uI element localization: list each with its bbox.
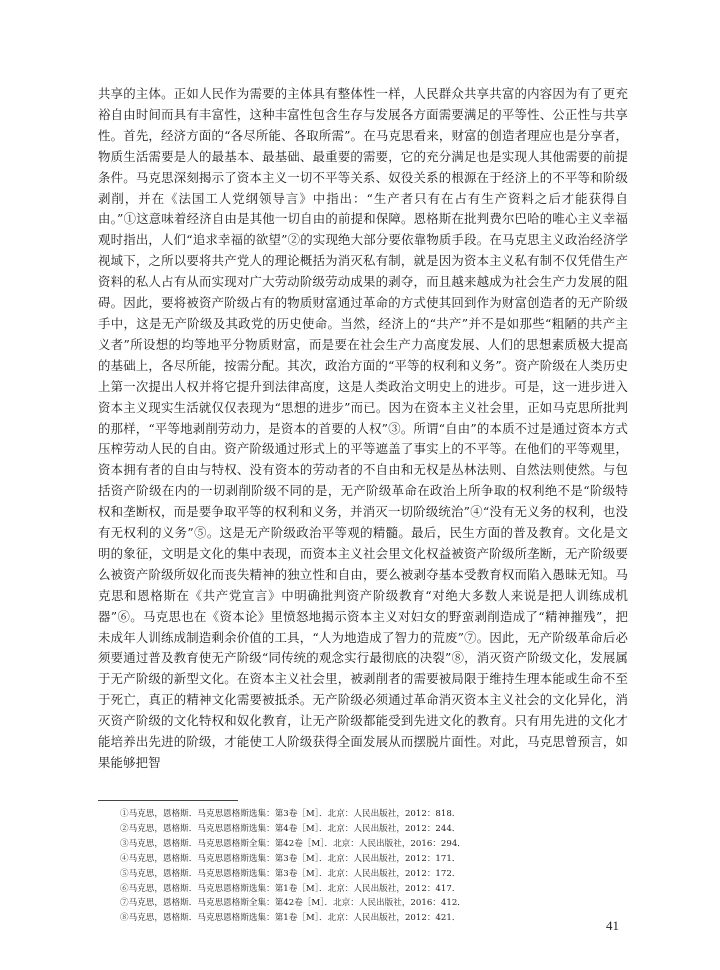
body-paragraph: 共享的主体。正如人民作为需要的主体具有整体性一样，人民群众共享共富的内容因为有了更充裕自由时间而具有丰富性，这种丰富性包含生存与发展各方面需要满足的平等性、公正性与共享性。首先，经济方面的“各尽所能、各取所需”。在马克思看来，财富的创造者理应也是分享者，物质生活需要是人的最基本、最基础、最重要的需要，它的充分满足也是实现人其他需要的前提条件。马克思深刻揭示了资本主义一切不平等关系、奴役关系的根源在于经济上的不平等和阶级剥削，并在《法国工人党纲领导言》中指出：“生产者只有在占有生产资料之后才能获得自由。”①这意味着经济自由是其他一切自由的前提和保障。恩格斯在批判费尔巴哈的唯心主义幸福观时指出，人们“追求幸福的欲望”②的实现绝大部分要依靠物质手段。在马克思主义政治经济学视域下，之所以要将共产党人的理论概括为消灭私有制，就是因为资本主义私有制不仅凭借生产资料的私人占有从而实现对广大劳动阶级劳动成果的剥夺，而且越来越成为社会生产力发展的阻碍。因此，要将被资产阶级占有的物质财富通过革命的方式使其回到作为财富创造者的无产阶级手中，这是无产阶级及其政党的历史使命。当然，经济上的“共产”并不是如那些“粗陋的共产主义者”所设想的均等地平分物质财富，而是要在社会生产力高度发展、人们的思想素质极大提高的基础上，各尽所能，按需分配。其次，政治方面的“平等的权利和义务”。资产阶级在人类历史上第一次提出人权并将它提升到法律高度，这是人类政治文明史上的进步。可是，这一进步进入资本主义现实生活就仅仅表现为“思想的进步”而已。因为在资本主义社会里，正如马克思所批判的那样，“平等地剥削劳动力，是资本的首要的人权”③。所谓“自由”的本质不过是通过资本方式压榨劳动人民的自由。资产阶级通过形式上的平等遮盖了事实上的不平等。在他们的平等观里，资本拥有者的自由与特权、没有资本的劳动者的不自由和无权是丛林法则、自然法则使然。与包括资产阶级在内的一切剥削阶级不同的是，无产阶级革命在政治上所争取的权利绝不是“阶级特权和垄断权，而是要争取平等的权利和义务，并消灭一切阶级统治”④“没有无义务的权利，也没有无权利的义务”⑤。这是无产阶级政治平等观的精髓。最后，民生方面的普及教育。文化是文明的象征，文明是文化的集中表现，而资本主义社会里文化权益被资产阶级所垄断，无产阶级要么被资产阶级所奴化而丧失精神的独立性和自由，要么被剥夺基本受教育权而陷入愚昧无知。马克思和恩格斯在《共产党宣言》中明确批判资产阶级教育“对绝大多数人来说是把人训练成机器”⑥。马克思也在《资本论》里愤怒地揭示资本主义对妇女的野蛮剥削造成了“精神摧残”，把未成年人训练成制造剩余价值的工具，“人为地造成了智力的荒废”⑦。因此，无产阶级革命后必须要通过普及教育使无产阶级“同传统的观念实行最彻底的决裂”⑧，消灭资产阶级文化，发展属于无产阶级的新型文化。在资本主义社会里，被剥削者的需要被局限于维持生理本能或生命不至于死亡，真正的精神文化需要被抵杀。无产阶级必须通过革命消灭资本主义社会的文化异化，消灭资产阶级的文化特权和奴化教育，让无产阶级都能受到先进文化的教育。只有用先进的文化才能培养出先进的阶级，才能使工人阶级获得全面发展从而摆脱片面性。对此，马克思曾预言，如果能够把智 — [98, 86, 628, 770]
footnote-3: ③马克思，恩格斯．马克思恩格斯全集：第42卷［M］．北京：人民出版社，2016：294． — [120, 838, 466, 849]
footnote-1: ①马克思，恩格斯．马克思恩格斯选集：第3卷［M］．北京：人民出版社，2012：818． — [120, 809, 461, 819]
footnote-8: ⑧马克思，恩格斯．马克思恩格斯选集：第1卷［M］．北京：人民出版社，2012：421． — [120, 913, 461, 924]
footnotes-section — [98, 800, 628, 926]
footnote-divider — [98, 800, 238, 801]
footnote-4: ④马克思，恩格斯．马克思恩格斯选集：第3卷［M］．北京：人民出版社，2012：171． — [120, 853, 461, 864]
footnote-5: ⑤马克思，恩格斯．马克思恩格斯选集：第3卷［M］．北京：人民出版社，2012：172． — [120, 868, 461, 879]
page-number: 41 — [606, 918, 619, 933]
footnote-2: ②马克思，恩格斯．马克思恩格斯选集：第4卷［M］．北京：人民出版社，2012：244． — [120, 823, 461, 834]
main-text-column — [98, 84, 628, 774]
footnote-6: ⑥马克思，恩格斯．马克思恩格斯选集：第1卷［M］．北京：人民出版社，2012：417． — [120, 883, 461, 894]
footnote-7: ⑦马克思，恩格斯．马克思恩格斯全集：第42卷［M］．北京：人民出版社，2016：412． — [120, 898, 466, 909]
